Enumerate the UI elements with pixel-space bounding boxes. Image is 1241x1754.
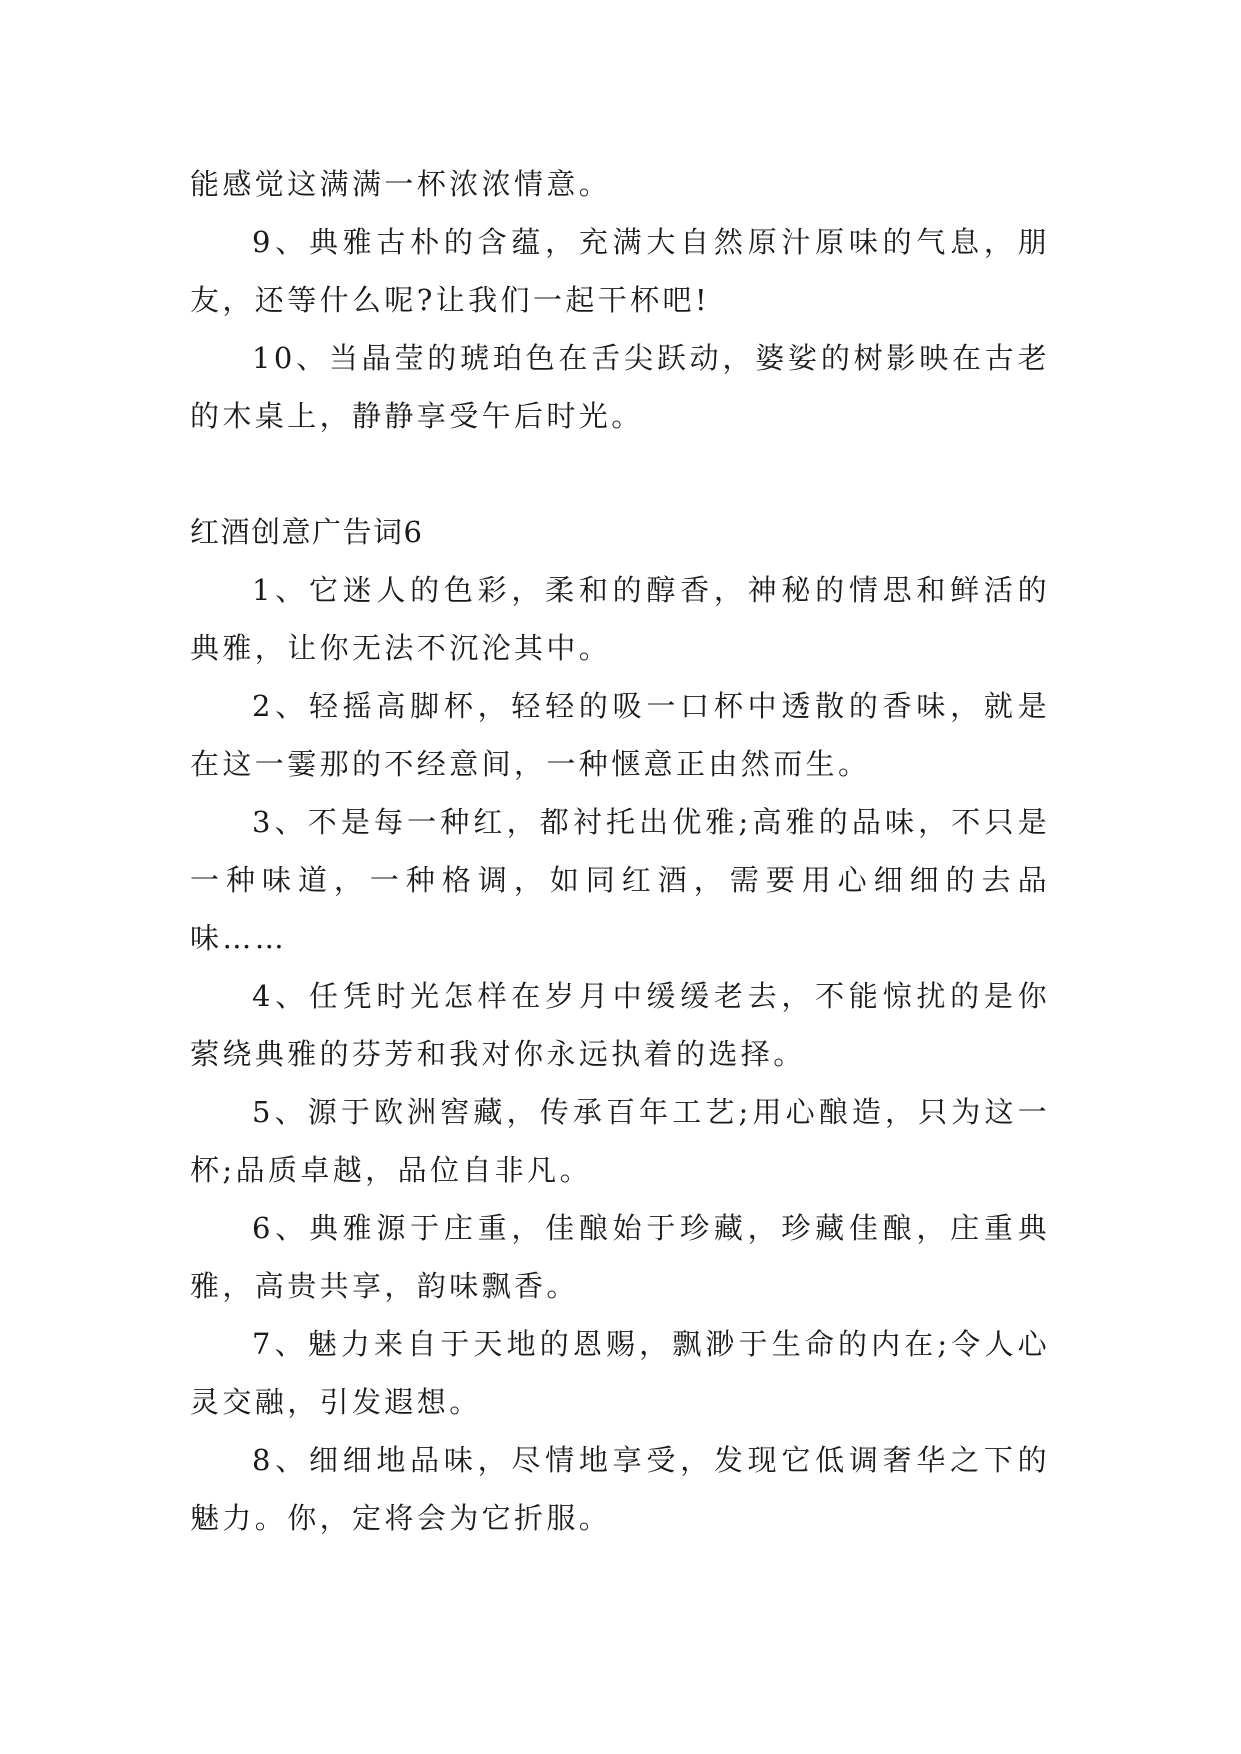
list-item: 7、魅力来自于天地的恩赐，飘渺于生命的内在;令人心灵交融，引发遐想。 — [190, 1327, 1050, 1419]
list-item: 2、轻摇高脚杯，轻轻的吸一口杯中透散的香味，就是在这一霎那的不经意间，一种惬意正由然而生。 — [190, 689, 1050, 781]
paragraph-continuation: 能感觉这满满一杯浓浓情意。 — [190, 167, 612, 201]
section-title: 红酒创意广告词6 — [190, 515, 424, 549]
list-item: 6、典雅源于庄重，佳酿始于珍藏，珍藏佳酿，庄重典雅，高贵共享，韵味飘香。 — [190, 1211, 1050, 1303]
list-item: 1、它迷人的色彩，柔和的醇香，神秘的情思和鲜活的典雅，让你无法不沉沦其中。 — [190, 573, 1050, 665]
list-item: 10、当晶莹的琥珀色在舌尖跃动，婆娑的树影映在古老的木桌上，静静享受午后时光。 — [190, 341, 1050, 433]
list-item: 8、细细地品味，尽情地享受，发现它低调奢华之下的魅力。你，定将会为它折服。 — [190, 1443, 1050, 1535]
list-item: 5、源于欧洲窖藏，传承百年工艺;用心酿造，只为这一杯;品质卓越，品位自非凡。 — [190, 1095, 1050, 1187]
list-item: 4、任凭时光怎样在岁月中缓缓老去，不能惊扰的是你萦绕典雅的芬芳和我对你永远执着的选择。 — [190, 979, 1050, 1071]
list-item: 9、典雅古朴的含蕴，充满大自然原汁原味的气息，朋友，还等什么呢?让我们一起干杯吧! — [190, 225, 1050, 317]
document-body — [190, 155, 1050, 1547]
list-item: 3、不是每一种红，都衬托出优雅;高雅的品味，不只是一种味道，一种格调，如同红酒，需要用心细细的去品味…… — [190, 805, 1050, 955]
